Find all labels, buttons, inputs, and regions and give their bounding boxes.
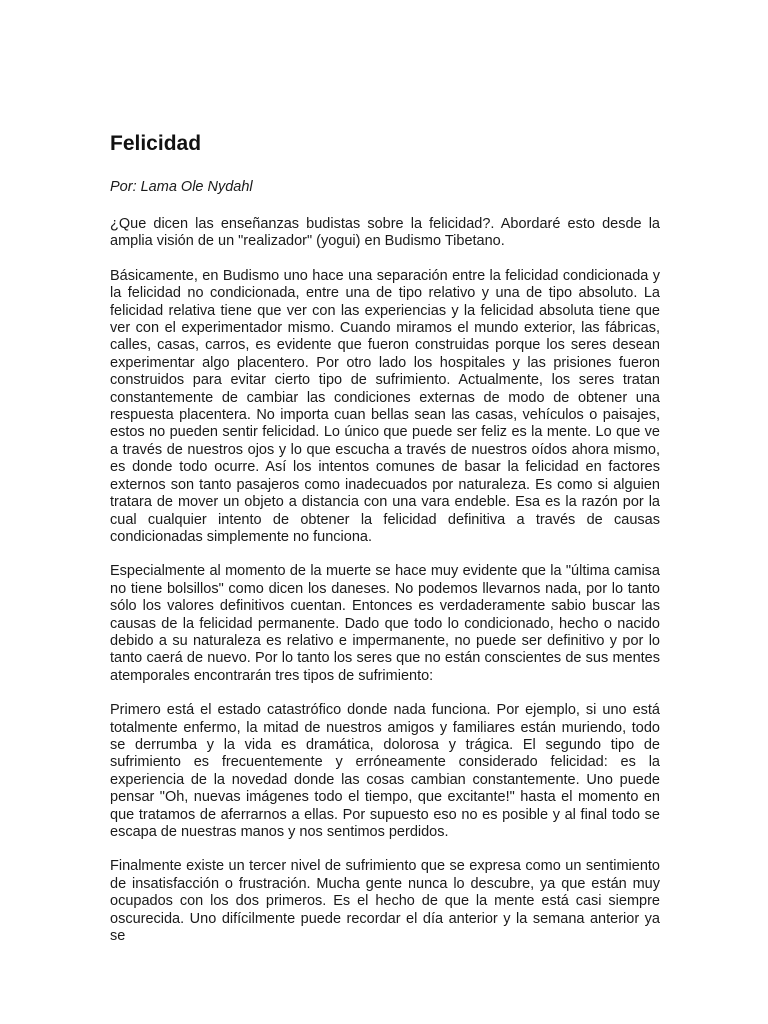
paragraph-intro: ¿Que dicen las enseñanzas budistas sobre la felicidad?. Abordaré esto desde la amplia visión de un "realizador" (yogui) en Budismo Tibetano. bbox=[110, 216, 660, 250]
document-page bbox=[110, 130, 660, 962]
document-title: Felicidad bbox=[110, 132, 202, 155]
paragraph-third-suffering: Finalmente existe un tercer nivel de sufrimiento que se expresa como un sentimiento de insatisfacción o frustración. Mucha gente nunca lo descubre, ya que están muy ocupados con los dos primeros. Es el hecho de que la mente está casi siempre oscurecida. Uno difícilmente puede recordar el día anterior y la semana anterior ya se bbox=[110, 858, 660, 945]
paragraph-death: Especialmente al momento de la muerte se hace muy evidente que la "última camisa no tiene bolsillos" como dicen los daneses. No podemos llevarnos nada, por lo tanto sólo los valores definitivos cuentan. Entonces es verdaderamente sabio buscar las causas de la felicidad permanente. Dado que todo lo condicionado, hecho o nacido debido a su naturaleza es relativo e impermanente, no puede ser definitivo y por lo tanto caerá de nuevo. Por lo tanto los seres que no están conscientes de sus mentes atemporales encontrarán tres tipos de sufrimiento: bbox=[110, 563, 660, 684]
document-author: Por: Lama Ole Nydahl bbox=[110, 179, 253, 195]
paragraph-suffering-types: Primero está el estado catastrófico donde nada funciona. Por ejemplo, si uno está totalmente enfermo, la mitad de nuestros amigos y familiares están muriendo, todo se derrumba y la vida es dramática, dolorosa y trágica. El segundo tipo de sufrimiento es frecuentemente y erróneamente considerado felicidad: es la experiencia de la novedad donde las cosas cambian constantemente. Uno puede pensar "Oh, nuevas imágenes todo el tiempo, que excitante!" hasta el momento en que tratamos de aferrarnos a ellas. Por supuesto eso no es posible y al final todo se escapa de nuestras manos y nos sentimos perdidos. bbox=[110, 702, 660, 840]
paragraph-conditioned-happiness: Básicamente, en Budismo uno hace una separación entre la felicidad condicionada y la felicidad no condicionada, entre una de tipo relativo y una de tipo absoluto. La felicidad relativa tiene que ver con las experiencias y la felicidad absoluta tiene que ver con el experimentador mismo. Cuando miramos el mundo exterior, las fábricas, calles, casas, carros, es evidente que fueron construidas porque los seres desean experimentar algo placentero. Por otro lado los hospitales y las prisiones fueron construidos para evitar cierto tipo de sufrimiento. Actualmente, los seres tratan constantemente de cambiar las condiciones externas de modo de obtener una respuesta placentera. No importa cuan bellas sean las casas, vehículos o paisajes, estos no pueden sentir felicidad. Lo único que puede ser feliz es la mente. Lo que ve a través de nuestros ojos y lo que escucha a través de nuestros oídos ahora mismo, es donde todo ocurre. Así los intentos comunes de basar la felicidad en factores externos son tanto pasajeros como inadecuados por naturaleza. Es como si alguien tratara de mover un objeto a distancia con una vara endeble. Esa es la razón por la cual cualquier intento de obtener la felicidad definitiva a través de causas condicionadas simplemente no funciona. bbox=[110, 267, 660, 545]
